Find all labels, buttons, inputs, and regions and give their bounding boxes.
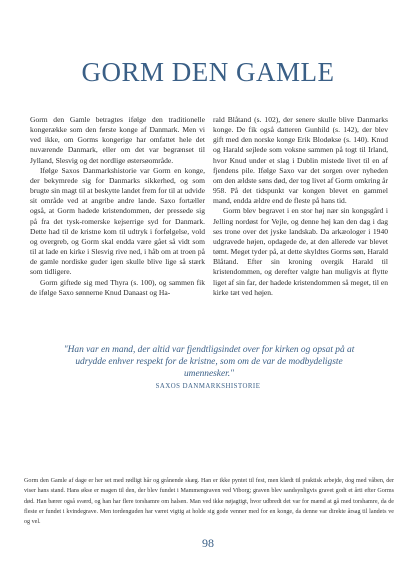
page-number: 98 xyxy=(202,536,214,550)
right-column xyxy=(213,115,388,298)
left-column xyxy=(30,115,205,298)
body-text xyxy=(30,115,388,298)
image-caption: Gorm den Gamle af dage er her set med rødligt hår og grånende skæg. Han er ikke pyntet til fest, men klædt til praktisk arbejde, dog med våben, der viser hans stand. Hans økse er magen til den, der blev fundet i Mammengraven ved Viborg; graven blev sandsynligvis gravet godt et årti efter Gorms død. Han bærer også sværd, og han har flere torshamre om halsen. Man ved ikke nøjagtigt, hvor udbredt det var for mænd at gå med torshamre, da de fleste er fundet i kvindegrave. Men tordenguden har været vigtig at holde sig gode venner med for en konge, da denne var direkte årsag til landets ve og vel. xyxy=(24,478,394,526)
paragraph: rald Blåtand (s. 102), der senere skulle blive Danmarks konge. De fik også datteren Gunhild (s. 142), der blev gift med den norske konge Erik Blodøkse (s. 140). Knud og Harald sejlede som voksne sammen på togt til Irland, hvor Knud under et slag i Dublin mistede livet til en af fjendens pile. Ifølge Saxo var det sorgen over nyheden om den ældste søns død, der tog livet af Gorm omkring år 958. På det tidspunkt var kongen blevet en gammel mand, endda ældre end de fleste på hans tid. xyxy=(213,115,388,206)
quote-source: SAXOS DANMARKSHISTORIE xyxy=(155,383,261,390)
pull-quote: "Han var en mand, der altid var fjendtligsindet over for kirken og opsat på at udrydde enhver respekt for de kristne, som om de var de modbydeligste umennesker." xyxy=(63,345,355,379)
paragraph: Gorm giftede sig med Thyra (s. 100), og sammen fik de ifølge Saxo sønnerne Knud Danaast og Ha- xyxy=(30,277,205,297)
chapter-title: GORM DEN GAMLE xyxy=(81,57,335,87)
paragraph: Gorm den Gamle betragtes ifølge den traditionelle kongerække som den første konge af Danmark. Men vi ved ikke, om Gorms kongerige har omfattet hele det nuværende Danmark, eller om det var begrænset til Jylland, Slesvig og det nordlige østersøområde. xyxy=(30,115,205,165)
paragraph: Gorm blev begravet i en stor høj nær sin kongsgård i Jelling nordøst for Vejle, og denne høj kan den dag i dag ses trone over det jyske landskab. Da arkæologer i 1940 udgravede højen, opdagede de, at den allerede var blevet tømt. Meget tyder på, at dette skyldtes Gorms søn, Harald Blåtand. Efter sin kroning overgik Harald til kristendommen, og derefter valgte han muligvis at flytte liget af sin far, der hadede kristendommen så meget, til en kirke tæt ved højen. xyxy=(213,206,388,297)
paragraph: Ifølge Saxos Danmarkshistorie var Gorm en konge, der bekymrede sig for Danmarks sikkerhed, og som brugte sin magt til at beskytte landet frem for til at udvide sit område ved at angribe andre lande. Saxo fortæller også, at Gorm hadede kristendommen, der pressede sig på fra det tysk-romerske kejserrige syd for Danmark. Dette had til de kristne kom til udtryk i forfølgelse, vold og overgreb, og Gorm skal endda være gået så vidt som til at lade en kirke i Slesvig rive ned, i håb om at troen på de gamle nordiske guder igen skulle blive lige så stærk som tidligere. xyxy=(30,165,205,277)
